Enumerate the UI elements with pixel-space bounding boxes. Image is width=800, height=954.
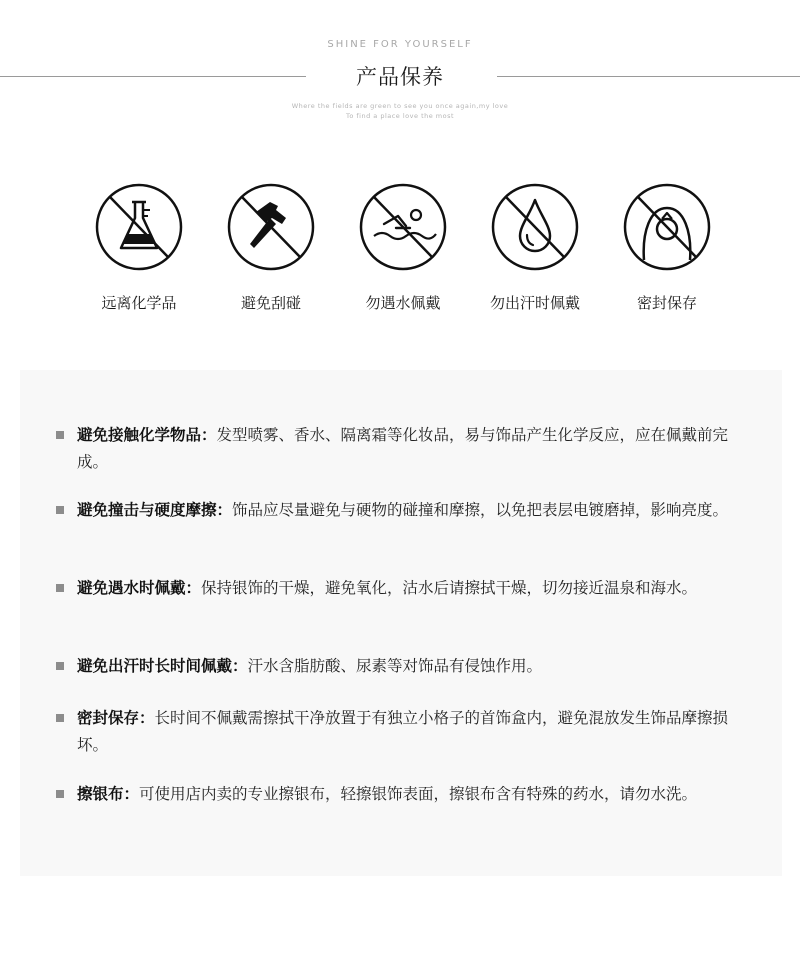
care-item [77, 575, 757, 602]
care-icon-label: 远离化学品 [101, 294, 177, 312]
care-item-heading: 擦银布： [77, 785, 140, 803]
square-bullet-icon [56, 790, 64, 798]
care-item-heading: 避免遇水时佩戴： [77, 579, 202, 597]
care-item [77, 653, 757, 680]
care-item-heading: 密封保存： [77, 709, 155, 727]
care-item-heading: 避免接触化学物品： [77, 426, 217, 444]
square-bullet-icon [56, 584, 64, 592]
care-item [77, 781, 757, 808]
care-item [77, 705, 757, 759]
care-icons-row [0, 182, 800, 312]
care-item [77, 497, 757, 524]
care-instructions-panel [20, 370, 782, 876]
square-bullet-icon [56, 506, 64, 514]
header-subline-1: Where the fields are green to see you once again,my love [291, 102, 509, 110]
hammer-icon [226, 182, 316, 272]
care-item-text: 汗水含脂肪酸、尿素等对饰品有侵蚀作用。 [247, 657, 543, 675]
section-header [0, 0, 800, 130]
care-icon-chemicals [79, 182, 199, 313]
care-item-heading: 避免出汗时长时间佩戴： [77, 657, 248, 675]
care-item-text: 长时间不佩戴需擦拭干净放置于有独立小格子的首饰盒内，避免混放发生饰品摩擦损坏。 [77, 709, 729, 754]
care-icon-label: 密封保存 [636, 294, 697, 312]
square-bullet-icon [56, 714, 64, 722]
ring-icon [622, 182, 712, 272]
care-icon-label: 勿出汗时佩戴 [489, 294, 580, 312]
sweat-drop-icon [490, 182, 580, 272]
care-icon-storage [607, 182, 727, 313]
swimmer-icon [358, 182, 448, 272]
header-subline-2: To find a place love the most [345, 112, 455, 120]
care-item [77, 422, 757, 476]
care-icon-sweat [475, 182, 595, 313]
care-icon-label: 避免刮碰 [240, 294, 301, 312]
care-item-text: 饰品应尽量避免与硬物的碰撞和摩擦，以免把表层电镀磨掉，影响亮度。 [232, 501, 729, 519]
care-icon-water [343, 182, 463, 313]
care-item-text: 保持银饰的干燥，避免氧化，沽水后请擦拭干燥，切勿接近温泉和海水。 [201, 579, 698, 597]
care-item-text: 发型喷雾、香水、隔离霜等化妆品，易与饰品产生化学反应，应在佩戴前完成。 [77, 426, 729, 471]
care-icon-impact [211, 182, 331, 313]
care-item-text: 可使用店内卖的专业擦银布，轻擦银饰表面，擦银布含有特殊的药水，请勿水洗。 [139, 785, 698, 803]
care-item-heading: 避免撞击与硬度摩擦： [77, 501, 233, 519]
eyebrow-text: SHINE FOR YOURSELF [327, 39, 473, 50]
square-bullet-icon [56, 662, 64, 670]
care-icon-label: 勿遇水佩戴 [365, 294, 441, 312]
chemical-flask-icon [94, 182, 184, 272]
page-title: 产品保养 [356, 65, 444, 89]
square-bullet-icon [56, 431, 64, 439]
